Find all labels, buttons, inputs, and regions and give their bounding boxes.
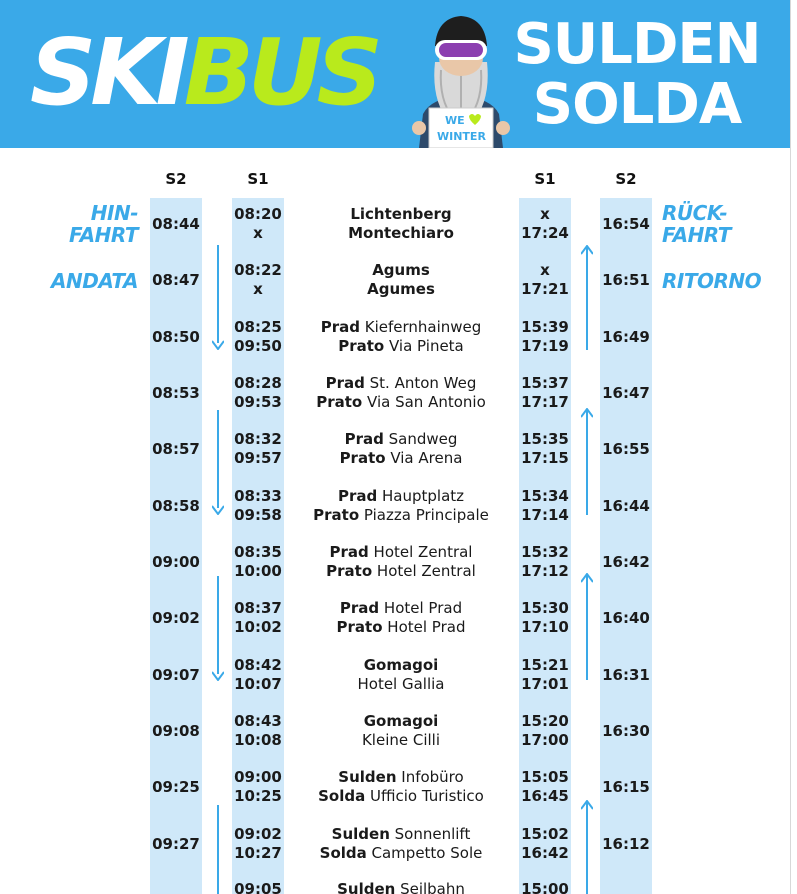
stop-place-de: Seilbahn xyxy=(395,880,465,894)
stop-place-it: Via San Antonio xyxy=(362,393,486,411)
stop-name xyxy=(296,487,506,525)
time-s1-return-2: 17:15 xyxy=(521,449,569,467)
table-row xyxy=(0,311,790,367)
table-row xyxy=(0,254,790,310)
time-s1-return xyxy=(519,656,571,694)
time-s1-outbound xyxy=(232,374,284,412)
stop-place-de: Hotel Zentral xyxy=(368,543,473,561)
time-s1-outbound-1: 08:22 xyxy=(234,261,282,279)
time-s1-outbound-2: 10:25 xyxy=(234,787,282,805)
time-s2-outbound: 09:00 xyxy=(152,553,200,571)
time-s1-return-2: 17:00 xyxy=(521,731,569,749)
table-row xyxy=(0,592,790,648)
time-s1-return-2: 17:01 xyxy=(521,675,569,693)
stop-town-de: Sulden xyxy=(331,825,390,843)
stop-town-de: Prad xyxy=(320,318,360,336)
time-s1-outbound xyxy=(232,599,284,637)
stop-town-it: Solda xyxy=(319,844,367,862)
time-s1-outbound xyxy=(232,318,284,356)
stop-place-it: Via Pineta xyxy=(384,337,464,355)
direction-rueck-line2: FAHRT xyxy=(662,223,731,247)
time-s1-return-2: 17:10 xyxy=(521,618,569,636)
time-s1-outbound-1: 08:42 xyxy=(234,656,282,674)
stop-place-it: Piazza Principale xyxy=(359,506,489,524)
time-s1-return-1: 15:37 xyxy=(521,374,569,392)
time-s1-outbound xyxy=(232,205,284,243)
stop-name xyxy=(296,543,506,581)
time-s1-return xyxy=(519,599,571,637)
time-s1-outbound-2: 09:50 xyxy=(234,337,282,355)
direction-hin-line2: FAHRT xyxy=(69,223,138,247)
stop-place-it: Hotel Gallia xyxy=(357,675,445,693)
time-s2-return: 16:44 xyxy=(602,497,650,515)
stop-name xyxy=(296,825,506,863)
time-s1-return-2: 17:14 xyxy=(521,506,569,524)
time-s1-outbound-1: 08:28 xyxy=(234,374,282,392)
time-s1-outbound-1: 08:32 xyxy=(234,430,282,448)
time-s1-return-1: 15:34 xyxy=(521,487,569,505)
stop-name-de xyxy=(296,880,506,894)
time-s1-return xyxy=(519,712,571,750)
stop-place-it: Hotel Zentral xyxy=(372,562,476,580)
sign-we: WE xyxy=(445,114,465,127)
stop-name xyxy=(296,599,506,637)
time-s1-return-1: 15:21 xyxy=(521,656,569,674)
stop-name-it xyxy=(296,224,506,243)
time-s1-return-1: x xyxy=(540,205,550,223)
stop-name-de xyxy=(296,712,506,731)
place-name-de: SULDEN xyxy=(513,12,761,77)
time-s2-return: 16:31 xyxy=(602,666,650,684)
time-s2-return: 16:47 xyxy=(602,384,650,402)
time-s1-return-2: 17:12 xyxy=(521,562,569,580)
mascot-illustration xyxy=(405,10,517,148)
stop-place-de: Hotel Prad xyxy=(379,599,463,617)
time-s2-outbound: 08:47 xyxy=(152,271,200,289)
time-s2-return: 16:40 xyxy=(602,609,650,627)
time-s1-return xyxy=(519,430,571,468)
time-s1-outbound-1: 09:02 xyxy=(234,825,282,843)
stop-town-de: Prad xyxy=(329,543,369,561)
stop-place-it: Kleine Cilli xyxy=(361,731,441,749)
time-s2-outbound: 08:58 xyxy=(152,497,200,515)
time-s1-outbound xyxy=(232,543,284,581)
time-s1-return xyxy=(519,318,571,356)
stop-name-de xyxy=(296,205,506,224)
time-s1-return-1: 15:30 xyxy=(521,599,569,617)
stop-town-de: Prad xyxy=(339,599,380,617)
time-s1-return-2: 16:45 xyxy=(521,787,569,805)
stop-name xyxy=(296,656,506,694)
time-s1-outbound-2: 10:08 xyxy=(234,731,282,749)
stop-name-de xyxy=(296,487,506,506)
time-s2-outbound: 08:53 xyxy=(152,384,200,402)
stop-name-de xyxy=(296,825,506,844)
time-s1-return xyxy=(519,374,571,412)
time-s1-outbound-1: 08:33 xyxy=(234,487,282,505)
time-s2-outbound: 09:07 xyxy=(152,666,200,684)
time-s2-outbound: 08:50 xyxy=(152,328,200,346)
stop-name-it xyxy=(296,393,506,412)
time-s1-return-2: 16:42 xyxy=(521,844,569,862)
stop-town-de: Sulden xyxy=(337,880,396,894)
table-row xyxy=(0,874,790,894)
stop-place-de: Sandweg xyxy=(383,430,458,448)
stop-name xyxy=(296,374,506,412)
direction-hin-line1: HIN- xyxy=(90,201,138,225)
stop-name-it xyxy=(296,675,506,694)
time-s2-return: 16:42 xyxy=(602,553,650,571)
table-row xyxy=(0,818,790,874)
time-s2-return: 16:12 xyxy=(602,835,650,853)
time-s2-outbound: 09:27 xyxy=(152,835,200,853)
stop-name-de xyxy=(296,318,506,337)
time-s1-return-2: 17:19 xyxy=(521,337,569,355)
time-s1-return xyxy=(519,205,571,243)
time-s1-return xyxy=(519,768,571,806)
time-s2-return: 16:49 xyxy=(602,328,650,346)
direction-andata: ANDATA xyxy=(51,269,138,293)
time-s1-return-2: 17:17 xyxy=(521,393,569,411)
table-row xyxy=(0,705,790,761)
stop-town-de: Lichtenberg xyxy=(350,205,452,223)
stop-town-it: Prato xyxy=(339,449,386,467)
stop-name-it xyxy=(296,787,506,806)
stop-name xyxy=(296,430,506,468)
time-s1-outbound: 09:05 xyxy=(234,880,282,894)
stop-name xyxy=(296,712,506,750)
time-s1-outbound xyxy=(232,261,284,299)
stop-town-it: Prato xyxy=(316,393,363,411)
stop-name-de xyxy=(296,768,506,787)
time-s1-return-1: 15:35 xyxy=(521,430,569,448)
stop-name-it xyxy=(296,337,506,356)
time-s2-return: 16:54 xyxy=(602,215,650,233)
column-header-s1-left: S1 xyxy=(247,170,269,188)
stop-town-de: Prad xyxy=(325,374,365,392)
time-s1-outbound-1: 08:37 xyxy=(234,599,282,617)
stop-place-it: Hotel Prad xyxy=(382,618,466,636)
stop-name xyxy=(296,768,506,806)
table-row xyxy=(0,198,790,254)
time-s1-outbound-1: 08:43 xyxy=(234,712,282,730)
place-name-it: SOLDA xyxy=(532,72,742,137)
stop-place-it: Campetto Sole xyxy=(366,844,483,862)
time-s1-return-2: 17:21 xyxy=(521,280,569,298)
table-row xyxy=(0,649,790,705)
time-s2-return: 16:51 xyxy=(602,271,650,289)
stop-name xyxy=(296,318,506,356)
time-s2-return: 16:30 xyxy=(602,722,650,740)
stop-name-de xyxy=(296,543,506,562)
time-s1-return xyxy=(519,261,571,299)
stop-place-de: Kiefernhainweg xyxy=(359,318,482,336)
time-s1-return-2: 17:24 xyxy=(521,224,569,242)
page-edge xyxy=(790,0,797,894)
mascot-icon xyxy=(405,10,517,148)
column-header-s1-right: S1 xyxy=(534,170,556,188)
time-s1-outbound-1: 08:35 xyxy=(234,543,282,561)
time-s1-outbound xyxy=(232,656,284,694)
stop-name-it xyxy=(296,449,506,468)
time-s1-return-1: 15:05 xyxy=(521,768,569,786)
time-s1-outbound xyxy=(232,487,284,525)
stop-name-it xyxy=(296,731,506,750)
time-s1-outbound xyxy=(232,712,284,750)
time-s1-outbound-2: x xyxy=(253,224,263,242)
table-row xyxy=(0,367,790,423)
stop-name-it xyxy=(296,618,506,637)
stop-town-de: Agums xyxy=(372,261,430,279)
time-s1-outbound-1: 08:25 xyxy=(234,318,282,336)
stop-place-de: Hauptplatz xyxy=(377,487,465,505)
logo-bus: BUS xyxy=(183,19,377,126)
stop-name-de xyxy=(296,430,506,449)
stop-town-de: Gomagoi xyxy=(363,656,439,674)
stop-place-de: Sonnenlift xyxy=(389,825,471,843)
stop-name-it xyxy=(296,280,506,299)
time-s1-return-1: 15:39 xyxy=(521,318,569,336)
stop-name-it xyxy=(296,844,506,863)
time-s1-outbound xyxy=(232,430,284,468)
stop-town-de: Sulden xyxy=(338,768,397,786)
time-s1-outbound-1: 09:00 xyxy=(234,768,282,786)
time-s1-outbound xyxy=(232,825,284,863)
stop-place-de: Infobüro xyxy=(396,768,464,786)
time-s1-outbound-1: 08:20 xyxy=(234,205,282,223)
time-s1-return-1: x xyxy=(540,261,550,279)
stop-name-it xyxy=(296,562,506,581)
time-s2-outbound: 09:02 xyxy=(152,609,200,627)
time-s1-return-1: 15:32 xyxy=(521,543,569,561)
stop-name-de xyxy=(296,656,506,675)
time-s1-outbound-2: 10:00 xyxy=(234,562,282,580)
time-s1-outbound xyxy=(232,768,284,806)
time-s2-outbound: 08:57 xyxy=(152,440,200,458)
stop-name-de xyxy=(296,599,506,618)
stop-town-it: Montechiaro xyxy=(348,224,454,242)
stop-town-it: Prato xyxy=(338,337,385,355)
time-s1-return xyxy=(519,825,571,863)
time-s1-outbound-2: x xyxy=(253,280,263,298)
stop-place-it: Ufficio Turistico xyxy=(365,787,484,805)
stop-place-de: St. Anton Weg xyxy=(364,374,477,392)
sign-winter: WINTER xyxy=(437,130,486,143)
table-row xyxy=(0,423,790,479)
time-s1-outbound-2: 10:02 xyxy=(234,618,282,636)
time-s1-outbound-2: 10:27 xyxy=(234,844,282,862)
time-s1-outbound-2: 09:58 xyxy=(234,506,282,524)
stop-name xyxy=(296,261,506,299)
stop-place-it: Via Arena xyxy=(385,449,463,467)
stop-town-it: Solda xyxy=(318,787,366,805)
table-row xyxy=(0,536,790,592)
stop-name xyxy=(296,880,506,894)
stop-name-de xyxy=(296,261,506,280)
table-row xyxy=(0,480,790,536)
stop-town-de: Gomagoi xyxy=(363,712,439,730)
stop-town-it: Agumes xyxy=(367,280,435,298)
stop-name-de xyxy=(296,374,506,393)
stop-town-de: Prad xyxy=(344,430,384,448)
time-s2-return: 16:15 xyxy=(602,778,650,796)
stop-town-it: Prato xyxy=(326,562,373,580)
column-header-s2-right: S2 xyxy=(615,170,637,188)
stop-town-de: Prad xyxy=(337,487,378,505)
time-s1-outbound-2: 09:57 xyxy=(234,449,282,467)
direction-rueck-line1: RÜCK- xyxy=(662,201,728,225)
time-s1-return-1: 15:20 xyxy=(521,712,569,730)
time-s2-outbound: 08:44 xyxy=(152,215,200,233)
time-s1-return xyxy=(519,543,571,581)
column-header-s2-left: S2 xyxy=(165,170,187,188)
table-row xyxy=(0,761,790,817)
time-s1-outbound-2: 09:53 xyxy=(234,393,282,411)
time-s1-return: 15:00 xyxy=(521,880,569,894)
time-s2-outbound: 09:08 xyxy=(152,722,200,740)
time-s2-return: 16:55 xyxy=(602,440,650,458)
stop-town-it: Prato xyxy=(336,618,383,636)
time-s1-return-1: 15:02 xyxy=(521,825,569,843)
time-s2-outbound: 09:25 xyxy=(152,778,200,796)
logo-ski: SKI xyxy=(30,19,184,126)
header-banner xyxy=(0,0,790,148)
direction-ritorno: RITORNO xyxy=(662,269,762,293)
time-s1-outbound-2: 10:07 xyxy=(234,675,282,693)
stop-name xyxy=(296,205,506,243)
stop-town-it: Prato xyxy=(313,506,360,524)
skibus-logo xyxy=(30,18,377,128)
stop-name-it xyxy=(296,506,506,525)
time-s1-return xyxy=(519,487,571,525)
